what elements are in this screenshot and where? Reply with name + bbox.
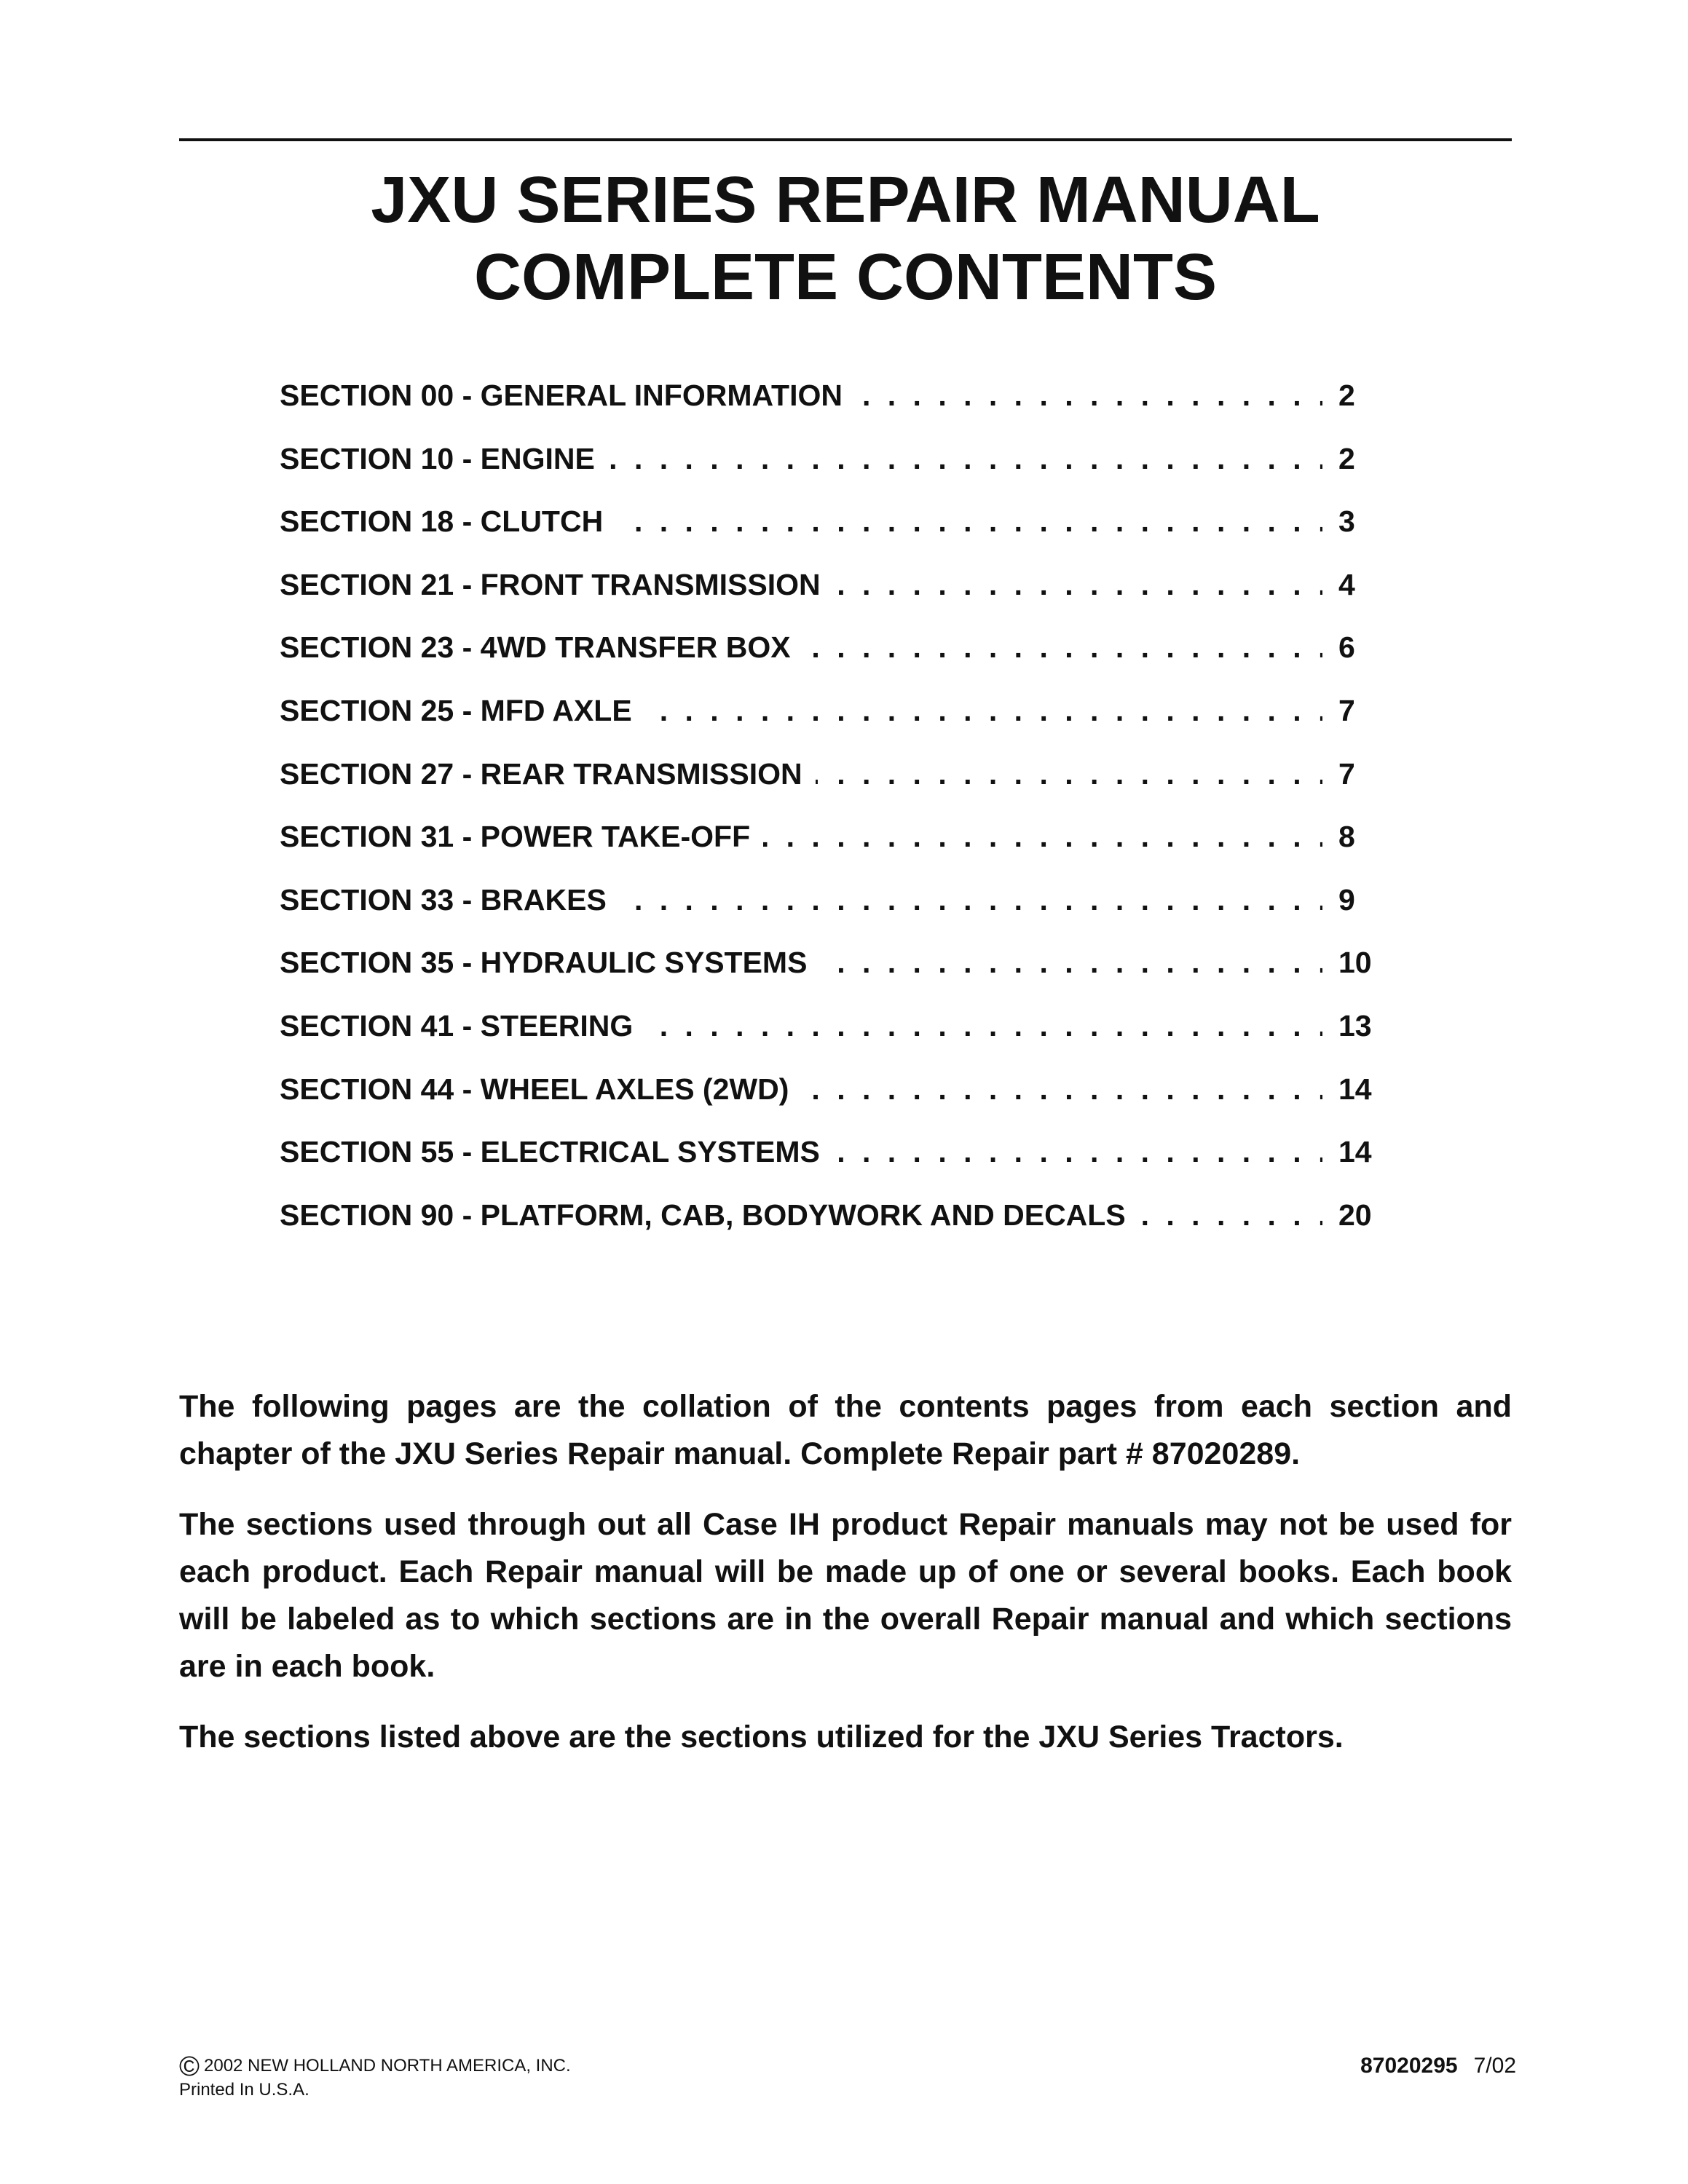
toc-row-section-21	[280, 553, 1372, 617]
toc-row-section-00	[280, 364, 1372, 427]
toc-row-section-18	[280, 490, 1372, 553]
toc-row-section-33	[280, 869, 1372, 932]
footer-part-info	[1360, 2053, 1516, 2079]
toc-row-section-41	[280, 994, 1372, 1058]
toc-label: SECTION 10 - ENGINE	[280, 442, 608, 475]
toc-label: SECTION 33 - BRAKES	[280, 883, 620, 917]
revision-date: 7/02	[1473, 2054, 1516, 2078]
copyright-text: 2002 NEW HOLLAND NORTH AMERICA, INC.	[204, 2056, 571, 2076]
toc-label: SECTION 44 - WHEEL AXLES (2WD)	[280, 1072, 802, 1106]
toc-label: SECTION 25 - MFD AXLE	[280, 694, 645, 727]
toc-page-number: 2	[1338, 441, 1355, 475]
toc-label: SECTION 41 - STEERING	[280, 1009, 646, 1042]
body-paragraph-3: The sections listed above are the sections utilized for the JXU Series Tractors.	[179, 1720, 1344, 1754]
part-number: 87020295	[1360, 2054, 1458, 2078]
toc-page-number: 14	[1338, 1072, 1372, 1106]
body-text	[179, 1383, 1512, 1784]
toc-label: SECTION 90 - PLATFORM, CAB, BODYWORK AND DECALS	[280, 1198, 1139, 1232]
footer-copyright-block	[179, 2054, 571, 2102]
toc-page-number: 4	[1338, 567, 1355, 601]
toc-page-number: 9	[1338, 882, 1355, 917]
toc-page-number: 10	[1338, 946, 1372, 980]
toc-label: SECTION 35 - HYDRAULIC SYSTEMS	[280, 946, 820, 979]
toc-row-section-90	[280, 1184, 1372, 1247]
table-of-contents	[280, 364, 1372, 1246]
toc-row-section-27	[280, 743, 1372, 806]
title-line-1: JXU SERIES REPAIR MANUAL	[371, 164, 1320, 237]
toc-label: SECTION 55 - ELECTRICAL SYSTEMS	[280, 1135, 833, 1168]
toc-row-section-35	[280, 931, 1372, 994]
title-line-2: COMPLETE CONTENTS	[473, 241, 1217, 314]
toc-page-number: 2	[1338, 379, 1355, 412]
body-paragraph-2: The sections used through out all Case IH product Repair manuals may not be used for each product. Each Repair manual will be made up of one or several books. Each book will be labeled as to which sections are in the overall Repair manual and which sections are in each book.	[179, 1507, 1512, 1684]
toc-label: SECTION 23 - 4WD TRANSFER BOX	[280, 630, 804, 664]
body-paragraph-1: The following pages are the collation of the contents pages from each section and chapter of the JXU Series Repair manual. Complete Repair part # 87020289.	[179, 1389, 1512, 1471]
page-title	[179, 162, 1512, 316]
toc-page-number: 6	[1338, 630, 1355, 665]
toc-page-number: 7	[1338, 693, 1355, 727]
toc-row-section-31	[280, 805, 1372, 869]
toc-label: SECTION 00 - GENERAL INFORMATION	[280, 379, 856, 412]
toc-label: SECTION 31 - POWER TAKE-OFF	[280, 820, 763, 853]
toc-label: SECTION 18 - CLUTCH	[280, 505, 616, 538]
toc-page-number: 3	[1338, 505, 1355, 539]
toc-page-number: 7	[1338, 756, 1355, 791]
toc-page-number: 14	[1338, 1135, 1372, 1169]
copyright-line	[179, 2052, 571, 2082]
toc-row-section-25	[280, 679, 1372, 743]
copyright-icon: ©	[179, 2052, 200, 2082]
toc-row-section-10	[280, 427, 1372, 491]
toc-row-section-44	[280, 1058, 1372, 1121]
toc-row-section-23	[280, 616, 1372, 679]
toc-row-section-55	[280, 1120, 1372, 1184]
toc-label: SECTION 27 - REAR TRANSMISSION	[280, 757, 816, 791]
printed-in-text: Printed In U.S.A.	[179, 2080, 309, 2100]
toc-page-number: 8	[1338, 820, 1355, 854]
top-rule	[179, 138, 1512, 141]
toc-label: SECTION 21 - FRONT TRANSMISSION	[280, 568, 834, 601]
toc-page-number: 20	[1338, 1198, 1372, 1232]
toc-page-number: 13	[1338, 1008, 1372, 1042]
